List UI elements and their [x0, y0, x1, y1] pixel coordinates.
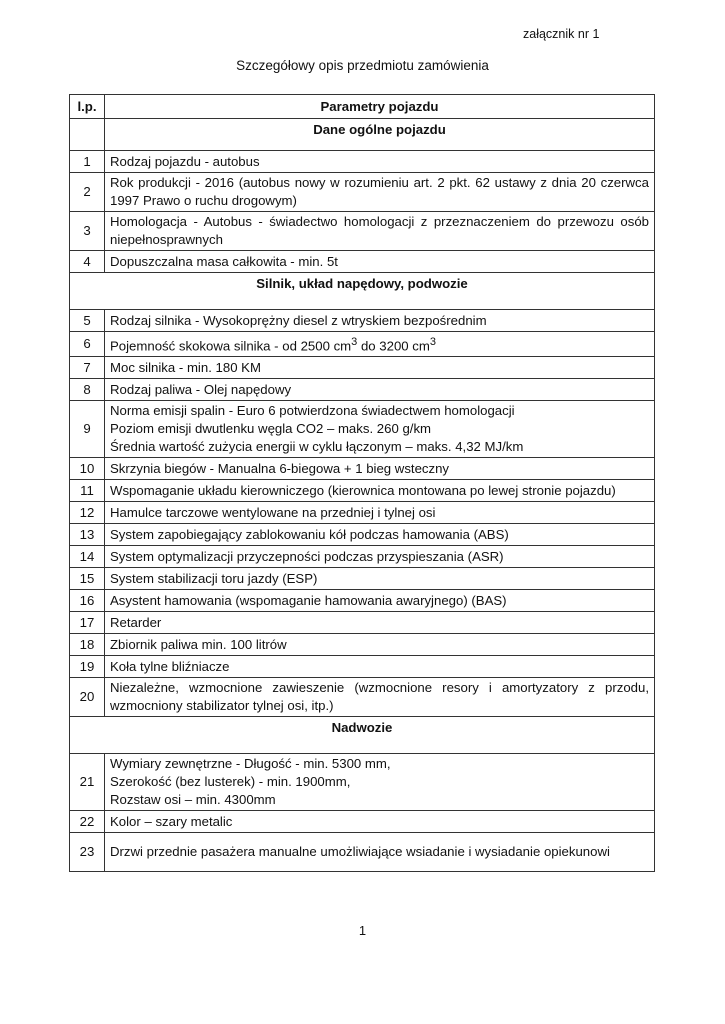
row-number: 18: [70, 634, 105, 656]
row-number: 8: [70, 379, 105, 401]
row-text: Hamulce tarczowe wentylowane na przedniej i tylnej osi: [105, 502, 655, 524]
row-line: Norma emisji spalin - Euro 6 potwierdzona świadectwem homologacji: [110, 403, 515, 419]
section-row-body: [70, 717, 655, 754]
row-number: 22: [70, 811, 105, 833]
row-number: 1: [70, 151, 105, 173]
superscript: 3: [429, 336, 436, 348]
table-row: [70, 754, 655, 811]
annex-label: załącznik nr 1: [523, 27, 600, 41]
table-row: [70, 251, 655, 273]
page-number: 1: [358, 923, 367, 938]
table-row: [70, 590, 655, 612]
row-number: 3: [70, 212, 105, 251]
table-row: [70, 357, 655, 379]
document-title: Szczegółowy opis przedmiotu zamówienia: [236, 58, 489, 73]
section-title: Silnik, układ napędowy, podwozie: [70, 273, 655, 310]
table-row: [70, 173, 655, 212]
row-text: Drzwi przednie pasażera manualne umożliwiające wsiadanie i wysiadanie opiekunowi: [105, 833, 655, 872]
row-number: 13: [70, 524, 105, 546]
table-row: [70, 212, 655, 251]
superscript: 3: [351, 336, 358, 348]
row-number: 16: [70, 590, 105, 612]
table-row: [70, 332, 655, 357]
row-number: 17: [70, 612, 105, 634]
table-row: [70, 656, 655, 678]
row-text: Retarder: [105, 612, 655, 634]
row-number: 19: [70, 656, 105, 678]
row-number: 4: [70, 251, 105, 273]
row-number: 11: [70, 480, 105, 502]
row-number: 23: [70, 833, 105, 872]
row-text: Moc silnika - min. 180 KM: [105, 357, 655, 379]
table-row: [70, 678, 655, 717]
row-line: Średnia wartość zużycia energii w cyklu łączonym – maks. 4,32 MJ/km: [110, 439, 524, 455]
row-number: 15: [70, 568, 105, 590]
table-row: [70, 833, 655, 872]
row-text: Zbiornik paliwa min. 100 litrów: [105, 634, 655, 656]
table-row: [70, 151, 655, 173]
column-header-no: l.p.: [70, 95, 105, 119]
capacity-text-mid: do 3200 cm: [357, 338, 430, 354]
row-text: [105, 754, 655, 811]
section-title: Dane ogólne pojazdu: [105, 119, 655, 151]
section-spacer-cell: [70, 119, 105, 151]
table-row: [70, 811, 655, 833]
row-text: Koła tylne bliźniacze: [105, 656, 655, 678]
row-text: Rodzaj pojazdu - autobus: [105, 151, 655, 173]
row-text: System stabilizacji toru jazdy (ESP): [105, 568, 655, 590]
capacity-text-start: Pojemność skokowa silnika - od 2500 cm: [110, 338, 352, 354]
row-number: 14: [70, 546, 105, 568]
table-row: [70, 634, 655, 656]
section-row-engine: [70, 273, 655, 310]
table-header-row: [70, 95, 655, 119]
row-text: Rodzaj silnika - Wysokoprężny diesel z wtryskiem bezpośrednim: [105, 310, 655, 332]
table-row: [70, 458, 655, 480]
row-number: 21: [70, 754, 105, 811]
row-number: 2: [70, 173, 105, 212]
row-number: 7: [70, 357, 105, 379]
section-title: Nadwozie: [70, 717, 655, 754]
table-row: [70, 480, 655, 502]
row-number: 10: [70, 458, 105, 480]
row-text: Kolor – szary metalic: [105, 811, 655, 833]
row-text: System optymalizacji przyczepności podczas przyspieszania (ASR): [105, 546, 655, 568]
row-number: 6: [70, 332, 105, 357]
row-text: Homologacja - Autobus - świadectwo homologacji z przeznaczeniem do przewozu osób niepełnosprawnych: [105, 212, 655, 251]
table-row: [70, 502, 655, 524]
table-row: [70, 310, 655, 332]
row-text: [105, 401, 655, 458]
row-text: Rok produkcji - 2016 (autobus nowy w rozumieniu art. 2 pkt. 62 ustawy z dnia 20 czerwca 1997 Prawo o ruchu drogowym): [105, 173, 655, 212]
row-number: 9: [70, 401, 105, 458]
table-row: [70, 524, 655, 546]
table-row: [70, 612, 655, 634]
table-row: [70, 546, 655, 568]
row-line: Poziom emisji dwutlenku węgla CO2 – maks. 260 g/km: [110, 421, 432, 437]
row-text: Wspomaganie układu kierowniczego (kierownica montowana po lewej stronie pojazdu): [105, 480, 655, 502]
row-text: Rodzaj paliwa - Olej napędowy: [105, 379, 655, 401]
row-text: Dopuszczalna masa całkowita - min. 5t: [105, 251, 655, 273]
row-number: 12: [70, 502, 105, 524]
table-row: [70, 379, 655, 401]
table-row: [70, 401, 655, 458]
row-text: [105, 332, 655, 357]
row-line: Wymiary zewnętrzne - Długość - min. 5300 mm,: [110, 756, 391, 772]
table-row: [70, 568, 655, 590]
column-header-parameters: Parametry pojazdu: [105, 95, 655, 119]
row-line: Szerokość (bez lusterek) - min. 1900mm,: [110, 774, 351, 790]
row-text: Asystent hamowania (wspomaganie hamowania awaryjnego) (BAS): [105, 590, 655, 612]
row-text: System zapobiegający zablokowaniu kół podczas hamowania (ABS): [105, 524, 655, 546]
row-number: 5: [70, 310, 105, 332]
row-line: Rozstaw osi – min. 4300mm: [110, 792, 276, 808]
section-row-general: [70, 119, 655, 151]
row-number: 20: [70, 678, 105, 717]
vehicle-specification-table: [69, 94, 655, 872]
row-text: Niezależne, wzmocnione zawieszenie (wzmocnione resory i amortyzatory z przodu, wzmocniony stabilizator tylnej osi, itp.): [105, 678, 655, 717]
row-text: Skrzynia biegów - Manualna 6-biegowa + 1 bieg wsteczny: [105, 458, 655, 480]
